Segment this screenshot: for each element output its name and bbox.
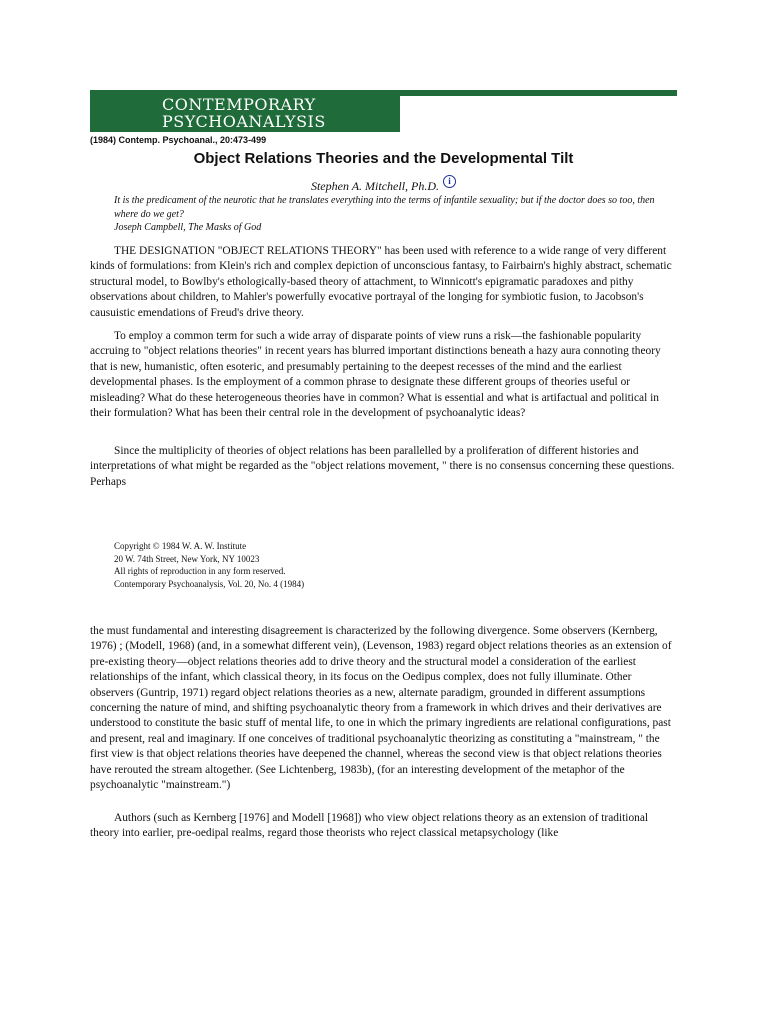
paragraph-text: THE DESIGNATION "OBJECT RELATIONS THEORY" has been used with reference to a wide range of very different kinds of formulations: from Klein's rich and complex depiction of unconscious fantasy, to Fairbairn's highly abstract, schematic structural model, to Bowlby's ethologically-based theory of attachment, to Winnicott's epigramatic paradoxes and pithy observations about children, to Mahler's powerfully evocative portrayal of the longing for symbiotic fusion, to Jacobson's causuistic emendations of Freud's drive theory.	[90, 245, 672, 319]
paragraph-text: To employ a common term for such a wide array of disparate points of view runs a risk—the fashionable popularity accruing to "object relations theories" in recent years has blurred important distinctions beneath a hazy aura connoting theory that is new, humanistic, often esoteric, and presumably pertaining to the deepest recesses of the mind and the earliest developmental phases. Is the employment of a common phrase to designate these different groups of theories useful or misleading? What do these heterogeneous theories have in common? What is essential and what is artifactual and political in their formulation? What has been their central role in the development of psychoanalytic ideas?	[90, 330, 661, 420]
epigraph-quote: It is the predicament of the neurotic that he translates everything into the terms of infantile sexuality; but if the doctor does so too, then where do we get?	[114, 195, 655, 220]
copyright-block	[114, 540, 614, 590]
paragraph-text: Authors (such as Kernberg [1976] and Modell [1968]) who view object relations theory as an extension of traditional theory into earlier, pre-oedipal realms, regard those theorists who reject classical metapsychology (like	[90, 812, 649, 840]
epigraph-attribution: Joseph Campbell, The Masks of God	[114, 222, 262, 233]
paragraph-text: the must fundamental and interesting disagreement is characterized by the following divergence. Some observers (Kernberg, 1976) ; (Modell, 1968) (and, in a somewhat different vein), (Levenson, 1983) regard object relations theories as an extension of pre-existing theory—object relations theories add to drive theory and the structural model a consideration of the earliest relationships of the infant, which classical theory, in its focus on the Oedipus complex, does not fully illuminate. Other observers (Guntrip, 1971) regard object relations theories as a new, alternate paradigm, grounded in different assumptions concerning the nature of mind, and shifting psychoanalytic theory from a framework in which drives and their derivatives are understood to constitute the basic stuff of mental life, to one in which the primary ingredients are relational configurations, past and present, real and imaginary. If one conceives of traditional psychoanalytic theorizing as constituting a "mainstream, " the first view is that object relations theories have deepened the channel, whereas the second view is that object relations theories have rerouted the stream altogether. (See Lichtenberg, 1983b), (for an interesting development of the metaphor of the psychoanalytic "mainstream.")	[90, 625, 672, 792]
journal-logo	[162, 96, 326, 130]
body-paragraph-2	[90, 329, 677, 421]
body-paragraph-1	[90, 244, 677, 321]
copyright-address: 20 W. 74th Street, New York, NY 10023	[114, 553, 260, 564]
citation: (1984) Contemp. Psychoanal., 20:473-499	[90, 135, 267, 145]
body-paragraph-4	[90, 624, 677, 793]
copyright-rights: All rights of reproduction in any form reserved.	[114, 566, 286, 576]
journal-name-line1: CONTEMPORARY	[162, 95, 316, 114]
body-paragraph-5	[90, 811, 677, 842]
body-paragraph-3	[90, 444, 677, 490]
info-icon[interactable]: i	[443, 175, 456, 188]
journal-name-line2: PSYCHOANALYSIS	[162, 112, 326, 131]
author-name: Stephen A. Mitchell, Ph.D.	[310, 179, 440, 193]
epigraph	[114, 194, 674, 235]
copyright-line: Copyright © 1984 W. A. W. Institute	[114, 541, 247, 551]
author-line	[90, 175, 677, 194]
banner-box	[90, 90, 400, 132]
journal-banner	[90, 90, 677, 132]
paragraph-text: Since the multiplicity of theories of object relations has been parallelled by a proliferation of different histories and interpretations of what might be regarded as the "object relations movement, " there is no consensus concerning these questions. Perhaps	[90, 445, 675, 488]
copyright-source: Contemporary Psychoanalysis, Vol. 20, No. 4 (1984)	[114, 578, 305, 589]
article-title: Object Relations Theories and the Developmental Tilt	[193, 150, 574, 167]
